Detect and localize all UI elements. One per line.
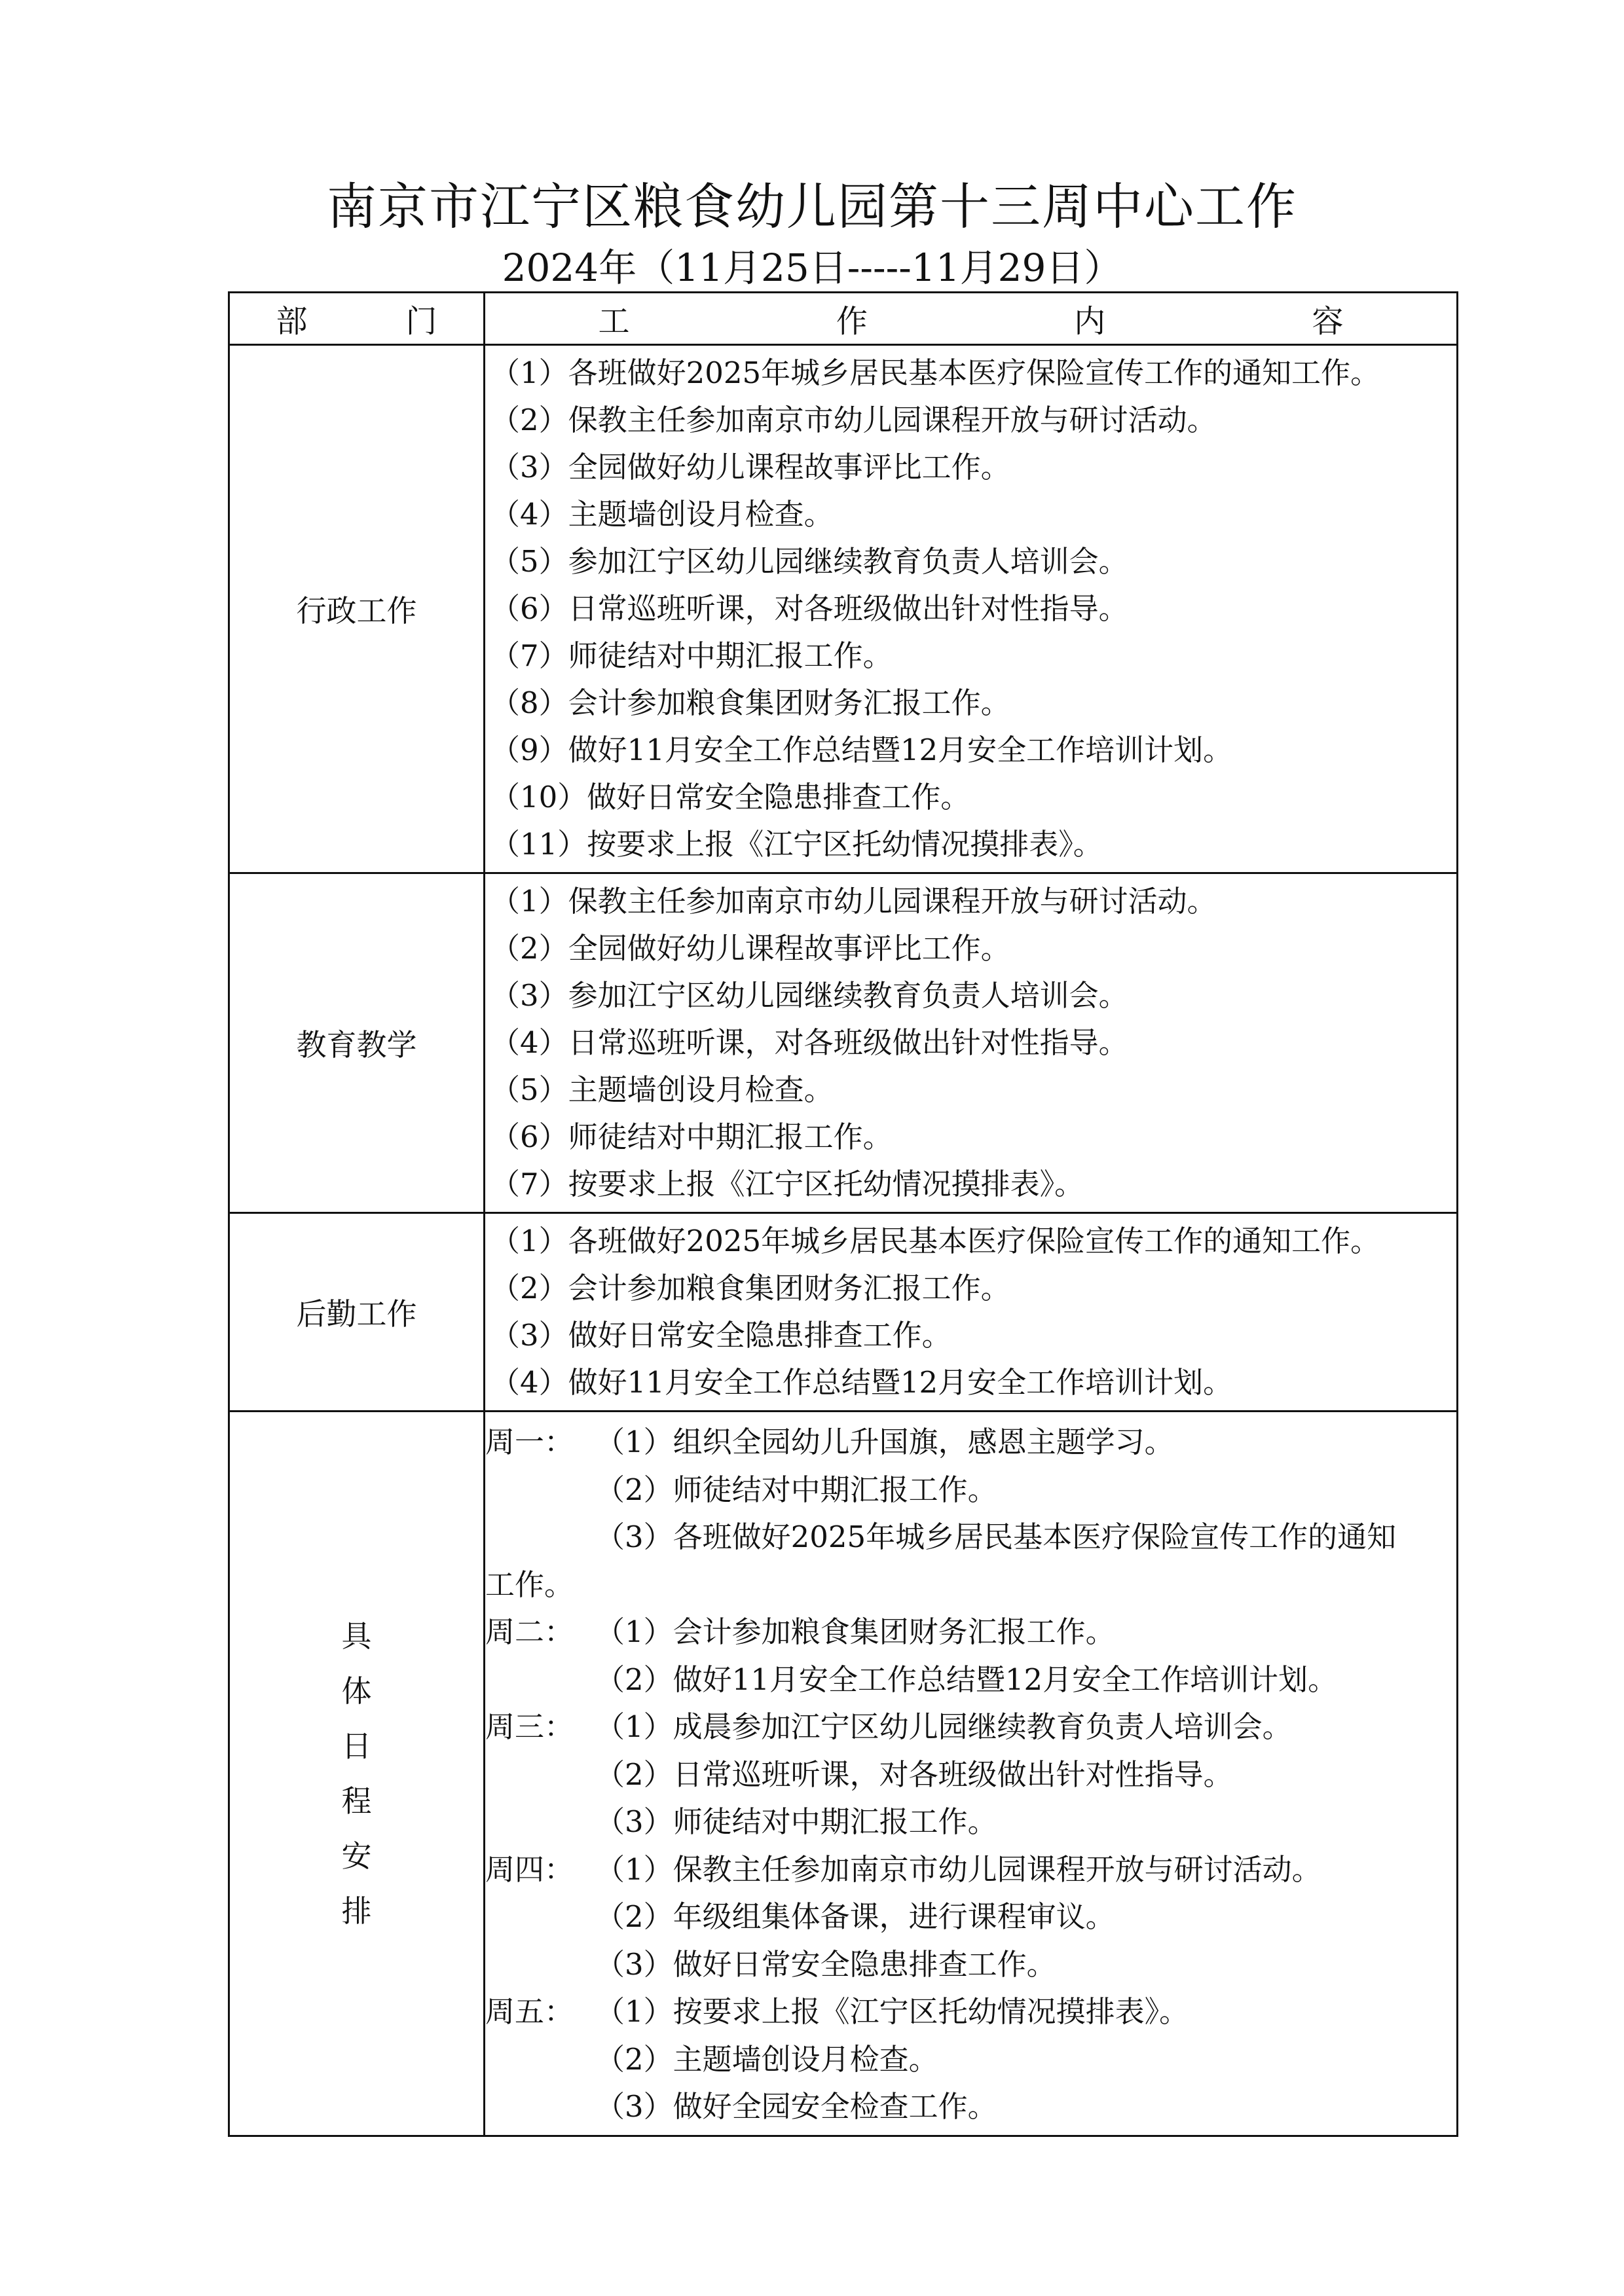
schedule-item: （1）会计参加粮食集团财务汇报工作。 (595, 1614, 1115, 1649)
list-item: （8）会计参加粮食集团财务汇报工作。 (490, 685, 1010, 720)
list-item: （6）日常巡班听课，对各班级做出针对性指导。 (490, 591, 1128, 626)
section-row-logistics (229, 1213, 1458, 1412)
list-item: （1）各班做好2025年城乡居民基本医疗保险宣传工作的通知工作。 (490, 355, 1380, 390)
dept-label-admin: 行政工作 (229, 345, 485, 873)
schedule-line (485, 2036, 1456, 2084)
list-item: （7）按要求上报《江宁区托幼情况摸排表》。 (490, 1167, 1084, 1201)
schedule-item: （2）日常巡班听课，对各班级做出针对性指导。 (595, 1757, 1233, 1792)
section-row-admin (229, 345, 1458, 873)
work-schedule-table (228, 291, 1458, 2137)
schedule-line (485, 1751, 1456, 1799)
section-row-education (229, 873, 1458, 1213)
schedule-item: （2）主题墙创设月检查。 (595, 2041, 938, 2077)
schedule-item: （3）各班做好2025年城乡居民基本医疗保险宣传工作的通知 (595, 1520, 1397, 1554)
day-label-wednesday: 周三： (485, 1709, 574, 1744)
dept-label-schedule (229, 1412, 485, 2136)
list-item: （2）会计参加粮食集团财务汇报工作。 (490, 1271, 1010, 1305)
list-item: （4）做好11月安全工作总结暨12月安全工作培训计划。 (490, 1365, 1233, 1400)
header-content-char: 容 (1312, 303, 1344, 340)
schedule-line (485, 1893, 1456, 1941)
schedule-label-char: 程 (341, 1783, 372, 1819)
schedule-item: （1）成晨参加江宁区幼儿园继续教育负责人培训会。 (595, 1709, 1292, 1744)
list-item: （5）主题墙创设月检查。 (490, 1072, 834, 1107)
schedule-label-char: 日 (341, 1728, 372, 1764)
header-department (229, 293, 485, 345)
items-admin (485, 345, 1458, 873)
list-item: （6）师徒结对中期汇报工作。 (490, 1120, 893, 1154)
schedule-line (485, 1798, 1456, 1846)
header-content (485, 293, 1458, 345)
page-title: 南京市江宁区粮食幼儿园第十三周中心工作 (327, 177, 1297, 236)
list-item: （3）做好日常安全隐患排查工作。 (490, 1318, 951, 1353)
items-logistics (485, 1213, 1458, 1412)
list-item: （3）全园做好幼儿课程故事评比工作。 (490, 450, 1010, 484)
list-item: （4）日常巡班听课，对各班级做出针对性指导。 (490, 1025, 1128, 1060)
schedule-line (485, 1988, 1456, 2036)
list-item: （2）保教主任参加南京市幼儿园课程开放与研讨活动。 (490, 403, 1217, 437)
schedule-label-char: 安 (341, 1838, 372, 1874)
day-label-monday: 周一： (485, 1425, 574, 1459)
section-row-schedule (229, 1412, 1458, 2136)
list-item: （1）各班做好2025年城乡居民基本医疗保险宣传工作的通知工作。 (490, 1224, 1380, 1258)
dept-label-logistics: 后勤工作 (229, 1213, 485, 1412)
list-item: （2）全园做好幼儿课程故事评比工作。 (490, 931, 1010, 966)
schedule-item: （3）做好日常安全隐患排查工作。 (595, 1946, 1056, 1982)
schedule-item-wrap: 工作。 (485, 1567, 574, 1602)
schedule-item: （2）年级组集体备课，进行课程审议。 (595, 1899, 1115, 1934)
day-label-friday: 周五： (485, 1994, 574, 2029)
dept-label-education: 教育教学 (229, 873, 485, 1213)
header-content-char: 作 (836, 303, 868, 340)
schedule-line (485, 1467, 1456, 1514)
schedule-line (485, 1941, 1456, 1989)
schedule-label-char: 体 (341, 1673, 372, 1709)
list-item: （3）参加江宁区幼儿园继续教育负责人培训会。 (490, 978, 1128, 1013)
day-label-thursday: 周四： (485, 1851, 574, 1887)
header-content-char: 内 (1074, 303, 1106, 340)
list-item: （4）主题墙创设月检查。 (490, 497, 834, 532)
date-range: 2024年（11月25日-----11月29日） (502, 246, 1122, 290)
schedule-item: （2）师徒结对中期汇报工作。 (595, 1472, 997, 1507)
day-label-tuesday: 周二： (485, 1614, 574, 1649)
items-education (485, 873, 1458, 1213)
header-row (229, 293, 1458, 345)
list-item: （5）参加江宁区幼儿园继续教育负责人培训会。 (490, 544, 1128, 579)
schedule-line (485, 1419, 1456, 1467)
schedule-item: （1）按要求上报《江宁区托幼情况摸排表》。 (595, 1994, 1189, 2029)
schedule-item: （1）组织全园幼儿升国旗，感恩主题学习。 (595, 1425, 1174, 1459)
schedule-item: （1）保教主任参加南京市幼儿园课程开放与研讨活动。 (595, 1851, 1321, 1887)
header-dept-char: 门 (405, 303, 437, 340)
schedule-line (485, 1846, 1456, 1894)
schedule-line (485, 1704, 1456, 1751)
list-item: （11）按要求上报《江宁区托幼情况摸排表》。 (490, 827, 1103, 862)
schedule-label-char: 具 (341, 1618, 372, 1654)
schedule-line-wrap (485, 1561, 1456, 1609)
schedule-line (485, 1656, 1456, 1704)
schedule-item: （2）做好11月安全工作总结暨12月安全工作培训计划。 (595, 1662, 1338, 1697)
list-item: （1）保教主任参加南京市幼儿园课程开放与研讨活动。 (490, 884, 1217, 919)
header-dept-char: 部 (276, 303, 308, 340)
schedule-item: （3）做好全园安全检查工作。 (595, 2089, 997, 2124)
list-item: （10）做好日常安全隐患排查工作。 (490, 780, 970, 814)
schedule-item: （3）师徒结对中期汇报工作。 (595, 1804, 997, 1839)
schedule-line (485, 1514, 1456, 1561)
schedule-line (485, 2083, 1456, 2131)
list-item: （7）师徒结对中期汇报工作。 (490, 638, 893, 673)
list-item: （9）做好11月安全工作总结暨12月安全工作培训计划。 (490, 733, 1233, 767)
schedule-label-char: 排 (341, 1893, 372, 1929)
header-content-char: 工 (598, 303, 630, 340)
daily-schedule (485, 1412, 1458, 2136)
schedule-line (485, 1609, 1456, 1656)
